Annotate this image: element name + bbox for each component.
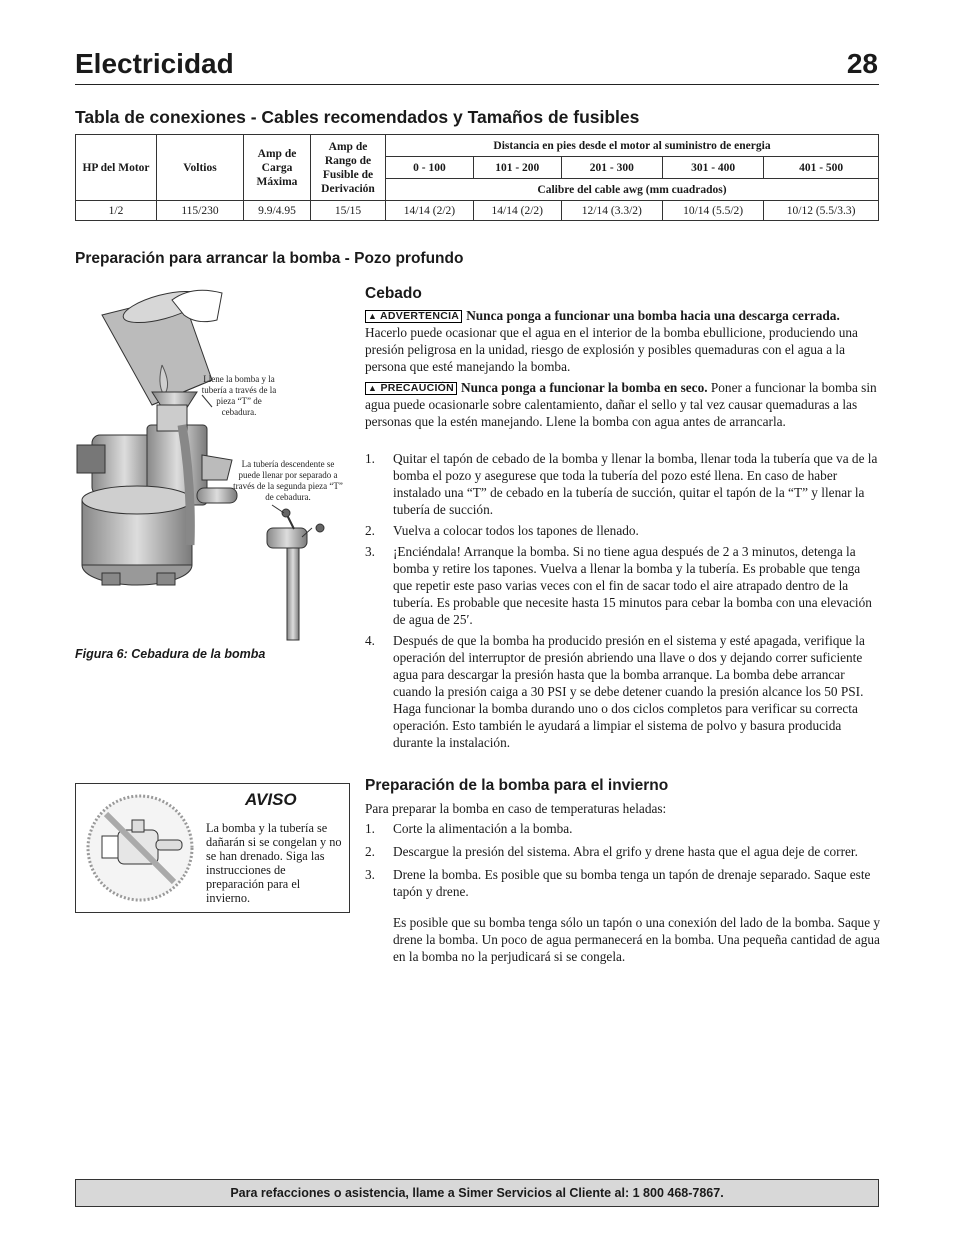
- col-header-amp-fuse: Amp de Rango de Fusible de Derivación: [311, 135, 386, 201]
- warning-triangle-icon: ▲: [368, 311, 378, 321]
- distance-4: 401 - 500: [764, 157, 879, 179]
- page-number: 28: [846, 48, 878, 79]
- step-number: 3.: [365, 544, 375, 559]
- step-number: 4.: [365, 633, 375, 648]
- cell-hp: 1/2: [76, 201, 157, 221]
- warning-bold: Nunca ponga a funcionar una bomba hacia una descarga cerrada.: [466, 308, 840, 323]
- cell-gauge-0: 14/14 (2/2): [386, 201, 474, 221]
- callout-down-pipe: La tubería descendente se puede llenar por separado a través de la segunda pieza “T” de cebadura.: [233, 459, 343, 502]
- section-title: Preparación para arrancar la bomba - Pozo profundo: [75, 250, 464, 267]
- page-title: Electricidad: [75, 48, 234, 79]
- list-item: [365, 543, 881, 628]
- list-item: [365, 820, 881, 837]
- list-item: [365, 450, 881, 518]
- warning-badge: [365, 310, 462, 323]
- step-number: 2.: [365, 844, 375, 859]
- wiring-table: [75, 134, 879, 221]
- step-number: 3.: [365, 867, 375, 882]
- priming-caution: [365, 379, 879, 430]
- step-number: 1.: [365, 821, 375, 836]
- footer-contact: Para refacciones o asistencia, llame a Simer Servicios al Cliente al: 1 800 468-7867.: [75, 1179, 879, 1207]
- cell-gauge-3: 10/14 (5.5/2): [662, 201, 763, 221]
- step-text: Quitar el tapón de cebado de la bomba y llenar la bomba, llenar toda la tubería que va de la bomba el pozo y asegurese que toda la tubería del pozo esté llena. En caso de haber instalado una “T” de cebado en la tubería de succión, quitar el tapón de la “T” y llenar la tubería de succión.: [393, 451, 878, 517]
- cell-amp-load: 9.9/4.95: [244, 201, 311, 221]
- priming-title: Cebado: [365, 285, 422, 302]
- list-item: [365, 632, 881, 751]
- cell-gauge-4: 10/12 (5.5/3.3): [764, 201, 879, 221]
- caution-bold: Nunca ponga a funcionar la bomba en seco.: [461, 380, 708, 395]
- cell-amp-fuse: 15/15: [311, 201, 386, 221]
- distance-0: 0 - 100: [386, 157, 474, 179]
- list-item: [365, 866, 881, 900]
- step-text: Drene la bomba. Es posible que su bomba tenga un tapón de drenaje separado. Saque este tapón y drene.: [393, 867, 871, 899]
- list-item: [365, 522, 881, 539]
- priming-warning: [365, 307, 879, 375]
- step-number: 2.: [365, 523, 375, 538]
- no-freeze-pump-icon: [84, 792, 196, 904]
- col-header-volts: Voltios: [157, 135, 244, 201]
- table-row: [76, 201, 879, 221]
- step-text: Vuelva a colocar todos los tapones de llenado.: [393, 523, 639, 538]
- cell-gauge-1: 14/14 (2/2): [473, 201, 561, 221]
- winter-extra: Es posible que su bomba tenga sólo un tapón o una conexión del lado de la bomba. Saque y drene la bomba. Un poco de agua permanecerá en la bomba. Una pequeña cantidad de agua en la bomba no la perjudicará si se congela.: [393, 915, 881, 964]
- figure-caption: Figura 6: Cebadura de la bomba: [75, 647, 266, 661]
- step-text: Corte la alimentación a la bomba.: [393, 821, 573, 836]
- warning-label: ADVERTENCIA: [380, 310, 460, 322]
- distance-3: 301 - 400: [662, 157, 763, 179]
- caution-badge: [365, 382, 457, 395]
- gauge-header: Calibre del cable awg (mm cuadrados): [386, 179, 879, 201]
- cell-volts: 115/230: [157, 201, 244, 221]
- winter-intro: Para preparar la bomba en caso de temperaturas heladas:: [365, 801, 667, 816]
- pump-priming-figure: [72, 285, 362, 645]
- step-number: 1.: [365, 451, 375, 466]
- step-text: Después de que la bomba ha producido presión en el sistema y esté apagada, verifique la operación del interruptor de presión abriendo una llave o dos y dejando correr suficiente agua para descargar la presión hasta que la bomba arranque. La bomba debe arrancar cuando la presión caiga a 30 PSI y se debe detener cuando la presión alcance los 50 PSI. Haga funcionar la bomba durando uno o dos ciclos completos para verificar su correcta operación. Esto también le ayudará a limpiar el sistema de polvo y basura producida durante la instalación.: [393, 633, 865, 750]
- caution-text: Poner a funcionar la bomba sin agua puede ocasionarle sobre calentamiento, dañar el sello y tal vez causar quemaduras a las personas que la estén manejando. Llene la bomba con agua antes de arrancarla.: [365, 380, 877, 429]
- winter-steps: [365, 820, 881, 906]
- caution-label: PRECAUCIÓN: [380, 382, 455, 394]
- distance-header: Distancia en pies desde el motor al suministro de energia: [386, 135, 879, 157]
- notice-title: AVISO: [245, 790, 297, 809]
- step-text: Descargue la presión del sistema. Abra el grifo y drene hasta que el agua deje de correr.: [393, 844, 858, 859]
- col-header-amp-load: Amp de Carga Máxima: [244, 135, 311, 201]
- caution-triangle-icon: ▲: [368, 383, 378, 393]
- step-text: ¡Enciéndala! Arranque la bomba. Si no tiene agua después de 2 a 3 minutos, detenga la bomba y retire los tapones. Vuelva a llenar la bomba y la tubería. Es probable que tenga que repetir este paso varias veces con el fin de sacar todo el aire atrapado dentro de la tubería. Es probable que necesite hasta 15 minutos para cebar la bomba con una elevación de agua de 25′.: [393, 544, 872, 627]
- header-rule: [75, 84, 879, 85]
- distance-1: 101 - 200: [473, 157, 561, 179]
- warning-text: Hacerlo puede ocasionar que el agua en el interior de la bomba ebullicione, produciendo una presión peligrosa en la unidad, riesgo de explosión y posibles quemaduras con el agua a la persona que esté manejando la bomba.: [365, 325, 858, 374]
- list-item: [365, 843, 881, 860]
- distance-2: 201 - 300: [561, 157, 662, 179]
- col-header-hp: HP del Motor: [76, 135, 157, 201]
- priming-steps: [365, 450, 881, 755]
- notice-text: La bomba y la tubería se dañarán si se congelan y no se han drenado. Siga las instrucciones de preparación para el invierno.: [206, 821, 342, 905]
- cell-gauge-2: 12/14 (3.3/2): [561, 201, 662, 221]
- table-title: Tabla de conexiones - Cables recomendados y Tamaños de fusibles: [75, 107, 640, 127]
- winter-title: Preparación de la bomba para el invierno: [365, 777, 669, 794]
- callout-fill-pump: Llene la bomba y la tubería a través de la pieza “T” de cebadura.: [201, 374, 277, 417]
